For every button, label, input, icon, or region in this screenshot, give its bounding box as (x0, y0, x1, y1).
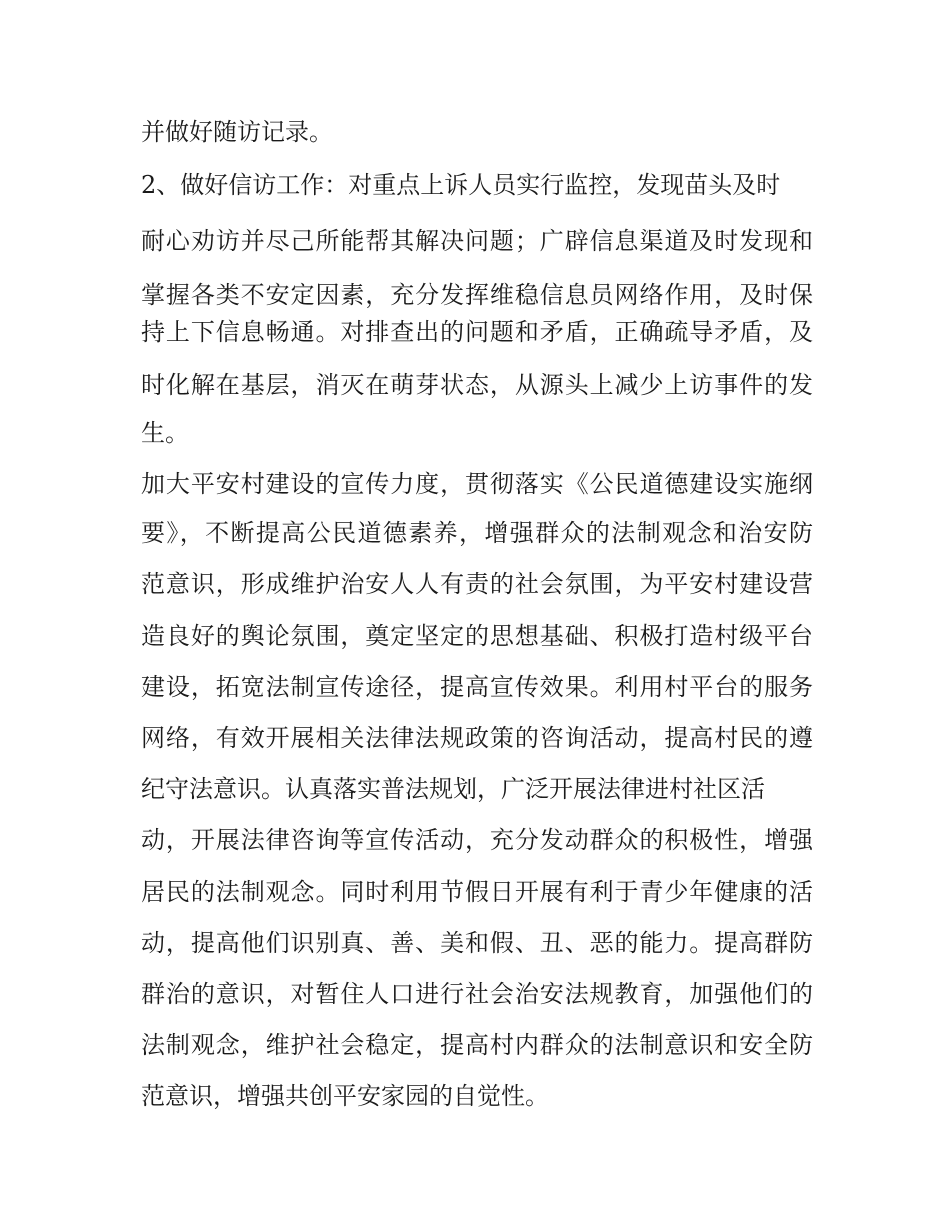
text-line: 要》，不断提高公民道德素养，增强群众的法制观念和治安防 (141, 519, 813, 547)
text-line: 动，开展法律咨询等宣传活动，充分发动群众的积极性，增强 (141, 826, 813, 854)
text-line: 并做好随访记录。 (141, 118, 333, 146)
text-line: 加大平安村建设的宣传力度，贯彻落实《公民道德建设实施纲 (141, 470, 813, 498)
text-line: 持上下信息畅通。对排查出的问题和矛盾，正确疏导矛盾，及 (141, 318, 813, 346)
text-line: 建设，拓宽法制宣传途径，提高宣传效果。利用村平台的服务 (141, 673, 813, 701)
text-line: 居民的法制观念。同时利用节假日开展有利于青少年健康的活 (141, 878, 813, 906)
text-line: 2、做好信访工作：对重点上诉人员实行监控，发现苗头及时 (141, 171, 781, 199)
text-line: 耐心劝访并尽己所能帮其解决问题；广辟信息渠道及时发现和 (141, 227, 813, 255)
text-line: 纪守法意识。认真落实普法规划，广泛开展法律进村社区活 (141, 775, 765, 803)
text-line: 范意识，形成维护治安人人有责的社会氛围，为平安村建设营 (141, 570, 813, 598)
text-line: 群治的意识，对暂住人口进行社会治安法规教育，加强他们的 (141, 980, 813, 1008)
text-line: 网络，有效开展相关法律法规政策的咨询活动，提高村民的遵 (141, 724, 813, 752)
text-line: 掌握各类不安定因素，充分发挥维稳信息员网络作用，及时保 (141, 281, 813, 309)
text-line: 造良好的舆论氛围，奠定坚定的思想基础、积极打造村级平台 (141, 622, 813, 650)
text-line: 法制观念，维护社会稳定，提高村内群众的法制意识和安全防 (141, 1031, 813, 1059)
text-line: 动，提高他们识别真、善、美和假、丑、恶的能力。提高群防 (141, 929, 813, 957)
text-line: 时化解在基层，消灭在萌芽状态，从源头上减少上访事件的发 (141, 371, 813, 399)
text-line: 生。 (141, 419, 189, 447)
text-line: 范意识，增强共创平安家园的自觉性。 (141, 1082, 549, 1110)
